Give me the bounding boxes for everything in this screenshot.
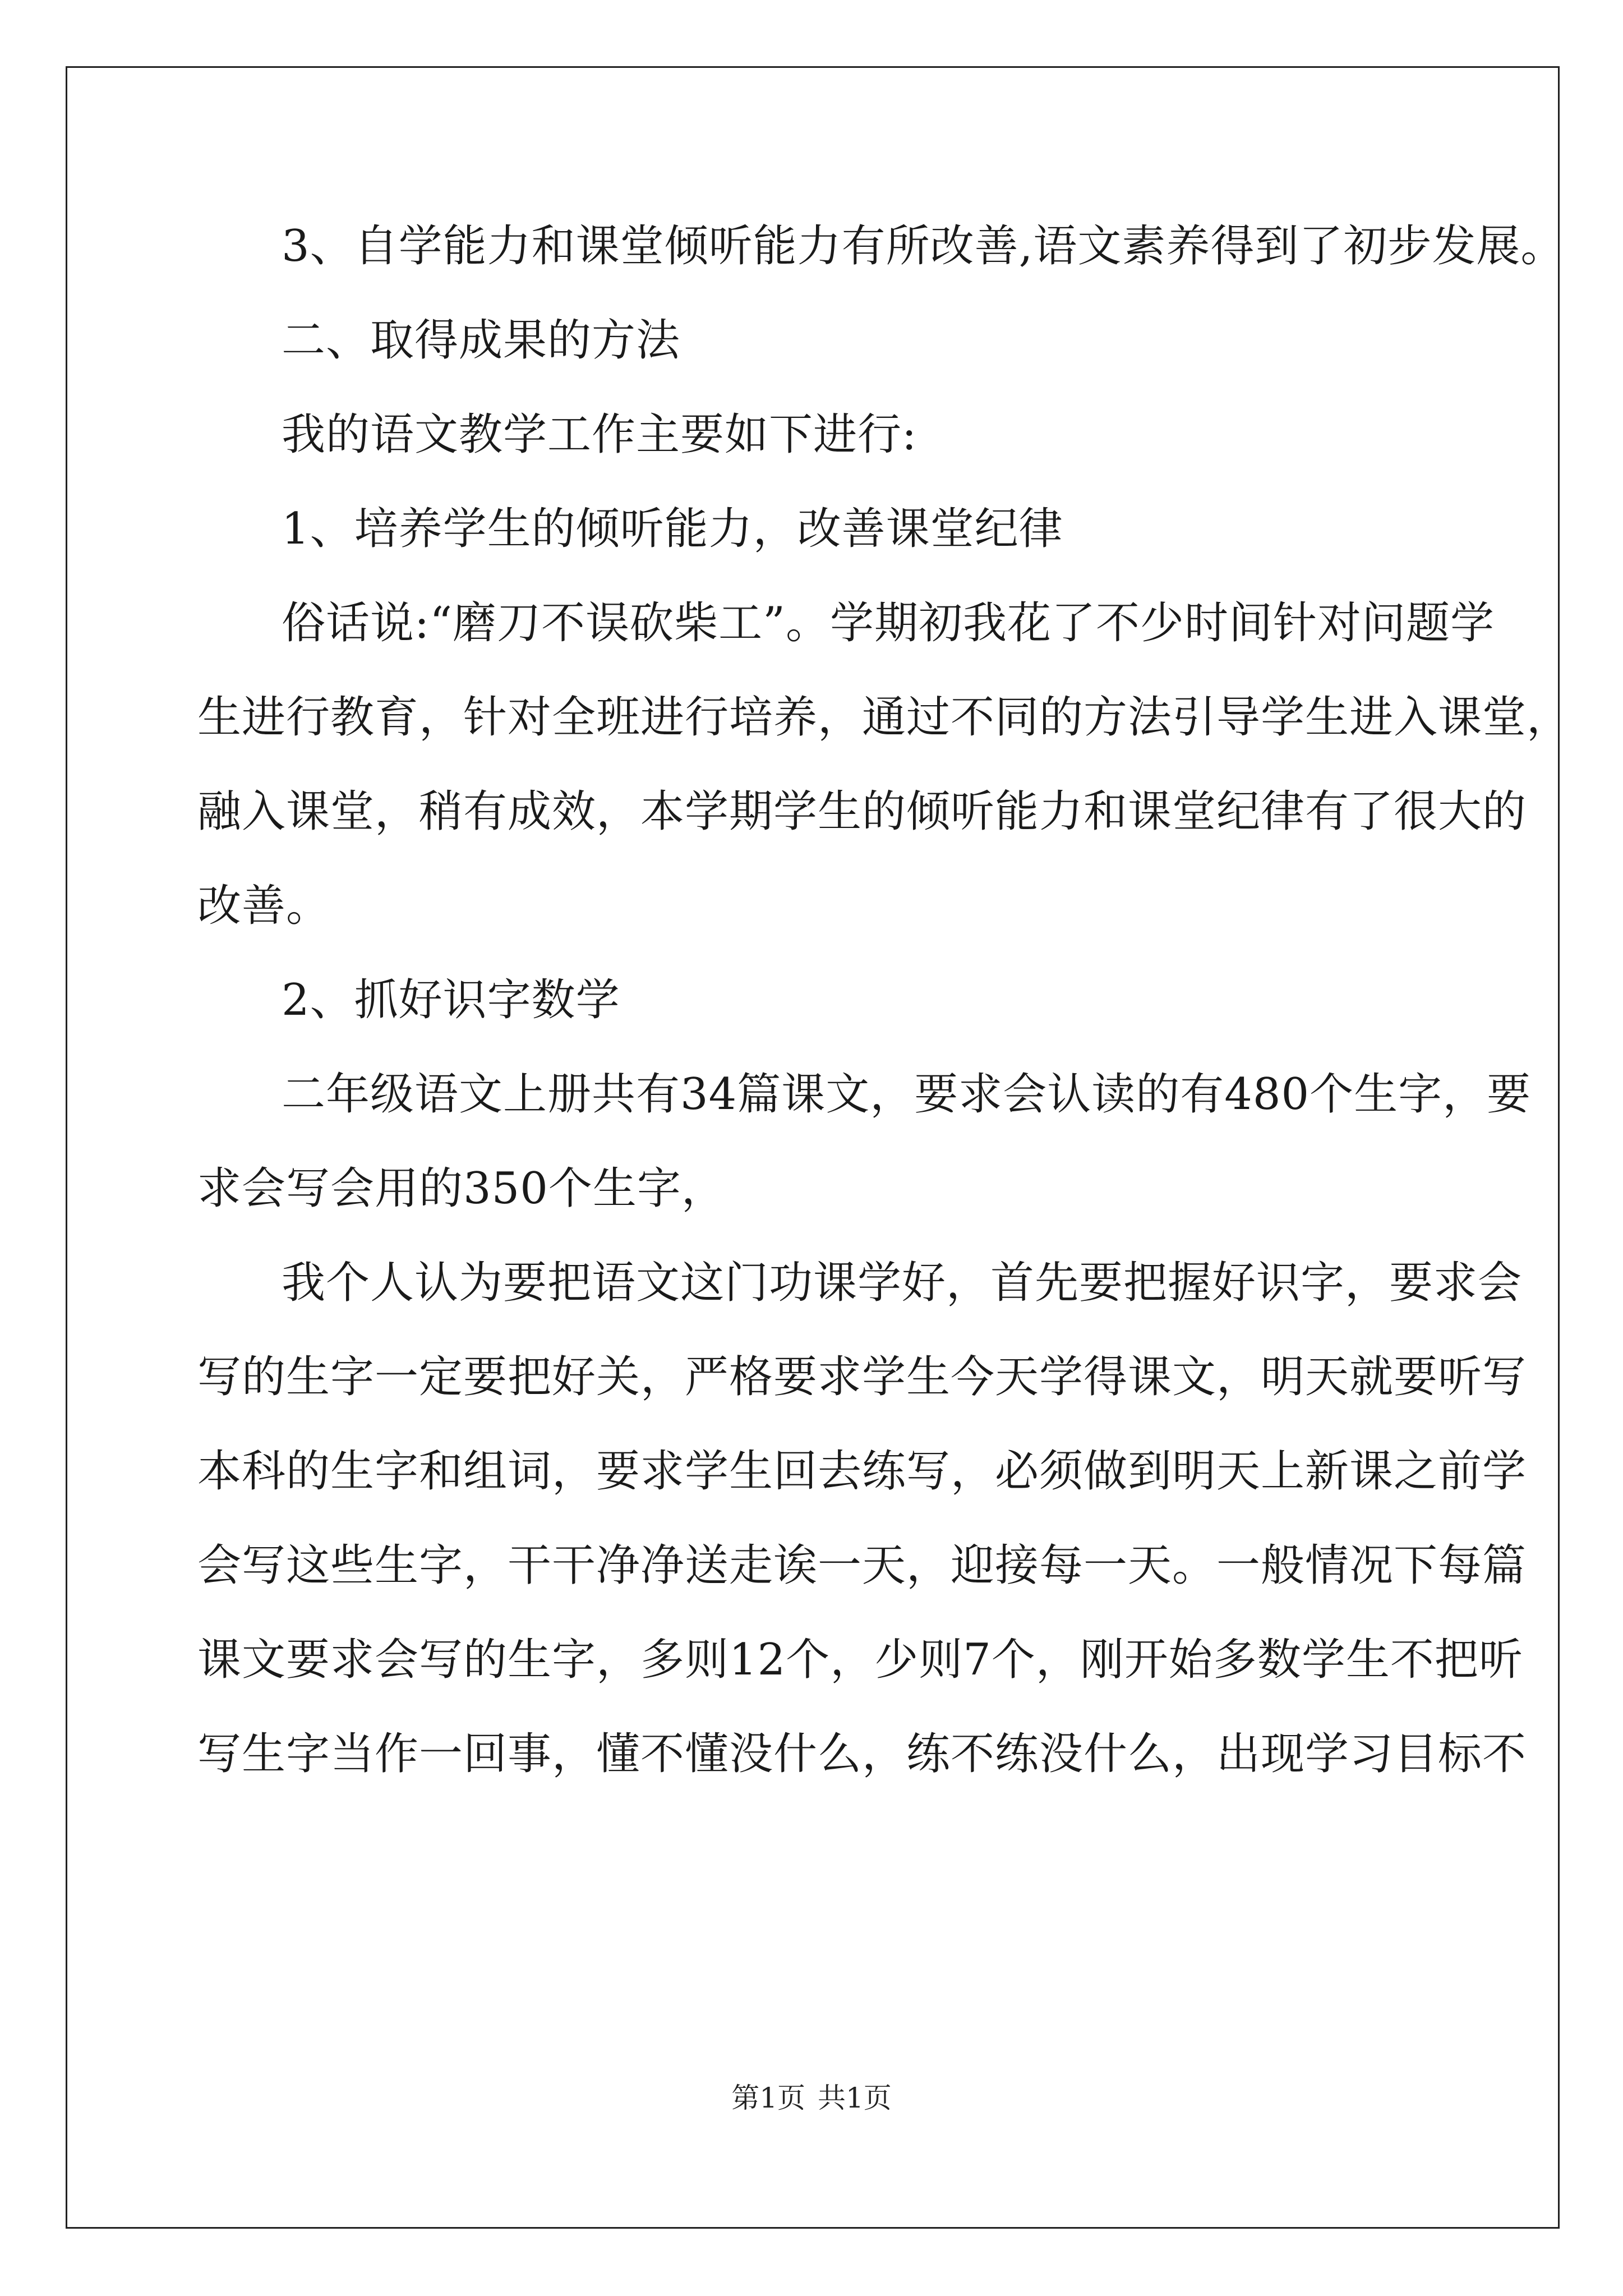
paragraph-line: 3、自学能力和课堂倾听能力有所改善,语文素养得到了初步发展。 — [282, 221, 1565, 272]
paragraph-line: 俗话说:“磨刀不误砍柴工”。学期初我花了不少时间针对问题学 — [282, 598, 1495, 648]
paragraph-line: 本科的生字和组词，要求学生回去练写，必须做到明天上新课之前学 — [197, 1446, 1527, 1497]
paragraph-line: 求会写会用的350个生字， — [197, 1163, 726, 1214]
paragraph-line: 写生字当作一回事，懂不懂没什么，练不练没什么，出现学习目标不 — [197, 1729, 1527, 1779]
paragraph-line: 我个人认为要把语文这门功课学好，首先要把握好识字，要求会 — [282, 1258, 1523, 1308]
paragraph-line: 生进行教育，针对全班进行培养，通过不同的方法引导学生进入课堂， — [197, 692, 1571, 743]
paragraph-line: 课文要求会写的生字，多则12个，少则7个，刚开始多数学生不把听 — [197, 1635, 1523, 1685]
page-footer: 第1页 共1页 — [731, 2082, 892, 2114]
subsection-heading: 2、抓好识字数学 — [282, 975, 620, 1025]
paragraph-line: 改善。 — [197, 881, 331, 931]
subsection-heading: 1、培养学生的倾听能力，改善课堂纪律 — [282, 504, 1063, 554]
paragraph-line: 我的语文教学工作主要如下进行: — [282, 409, 917, 460]
paragraph-line: 会写这些生字，干干净净送走诶一天，迎接每一天。一般情况下每篇 — [197, 1540, 1527, 1591]
section-heading: 二、取得成果的方法 — [282, 315, 681, 366]
paragraph-line: 写的生字一定要把好关，严格要求学生今天学得课文，明天就要听写 — [197, 1352, 1527, 1402]
paragraph-line: 二年级语文上册共有34篇课文，要求会认读的有480个生字，要 — [282, 1069, 1532, 1120]
paragraph-line: 融入课堂，稍有成效，本学期学生的倾听能力和课堂纪律有了很大的 — [197, 786, 1527, 837]
document-body — [197, 199, 1571, 1801]
